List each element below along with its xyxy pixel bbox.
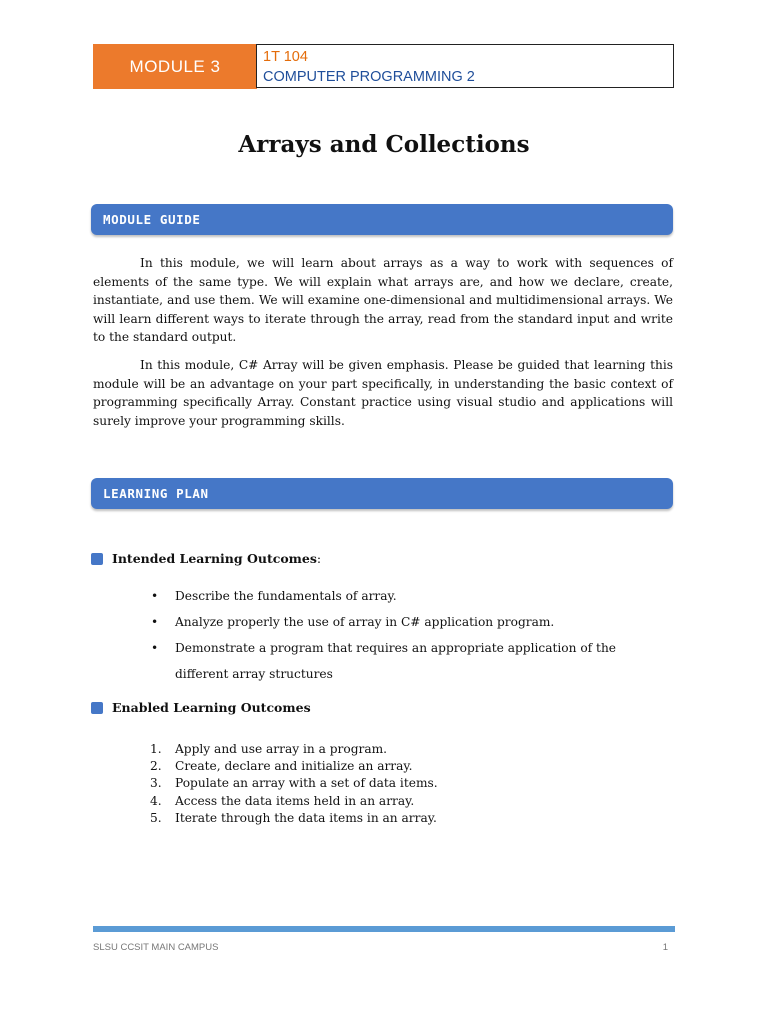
- list-number: 3.: [150, 776, 162, 791]
- footer-divider: [93, 926, 675, 932]
- square-bullet-icon: [91, 553, 103, 565]
- list-item: [150, 609, 670, 635]
- intended-outcomes-label: Intended Learning Outcomes: [112, 551, 317, 566]
- list-item-text: Populate an array with a set of data items.: [175, 776, 438, 791]
- list-item-text: Create, declare and initialize an array.: [175, 759, 413, 774]
- list-item: [150, 758, 438, 775]
- page-title: Arrays and Collections: [238, 131, 530, 158]
- list-item-continuation: [150, 661, 670, 687]
- list-item: [150, 810, 438, 827]
- enabled-outcomes-heading: [91, 700, 311, 715]
- list-number: 4.: [150, 793, 162, 808]
- list-item: [150, 635, 670, 661]
- list-item: [150, 741, 438, 758]
- list-number: 5.: [150, 810, 162, 825]
- bullet-icon: •: [151, 589, 159, 603]
- list-item-text: Access the data items held in an array.: [175, 793, 415, 808]
- module-guide-paragraph-1: In this module, we will learn about arrays as a way to work with sequences of elements of the same type. We will explain what arrays are, and how we declare, create, instantiate, and use them. We will examine one-dimensional and multidimensional arrays. We will learn different ways to iterate through the array, read from the standard input and write to the standard output.: [93, 256, 673, 344]
- page-number: 1: [662, 942, 668, 953]
- list-item: [150, 583, 670, 609]
- list-item-text: Apply and use array in a program.: [175, 742, 388, 756]
- list-item: [150, 775, 438, 792]
- intended-outcomes-heading: [91, 551, 321, 566]
- course-code: 1T 104: [263, 49, 308, 65]
- intended-outcomes-list: [150, 583, 670, 687]
- list-number: 2.: [150, 759, 162, 774]
- intended-outcomes-colon: :: [316, 551, 322, 566]
- list-item-text: Demonstrate a program that requires an appropriate application of the: [175, 641, 617, 655]
- square-bullet-icon: [91, 702, 103, 714]
- list-item-text: different array structures: [175, 667, 333, 681]
- enabled-outcomes-label: Enabled Learning Outcomes: [112, 700, 311, 715]
- course-box: [256, 44, 674, 88]
- learning-plan-heading: LEARNING PLAN: [91, 478, 673, 509]
- list-item-text: Describe the fundamentals of array.: [175, 589, 397, 603]
- footer-campus: SLSU CCSIT MAIN CAMPUS: [93, 942, 219, 953]
- bullet-icon: •: [151, 641, 159, 655]
- module-guide-heading: MODULE GUIDE: [91, 204, 673, 235]
- list-number: 1.: [150, 742, 162, 756]
- bullet-icon: •: [151, 615, 159, 629]
- enabled-outcomes-list: [150, 741, 438, 827]
- course-name: COMPUTER PROGRAMMING 2: [263, 69, 475, 85]
- list-item-text: Analyze properly the use of array in C# application program.: [175, 615, 555, 629]
- module-label: MODULE 3: [93, 44, 257, 89]
- list-item: [150, 793, 438, 810]
- list-item-text: Iterate through the data items in an array.: [175, 810, 437, 825]
- module-guide-paragraph-2: In this module, C# Array will be given emphasis. Please be guided that learning this module will be an advantage on your part specifically, in understanding the basic context of programming specifically Array. Constant practice using visual studio and applications will surely improve your programming skills.: [93, 358, 673, 428]
